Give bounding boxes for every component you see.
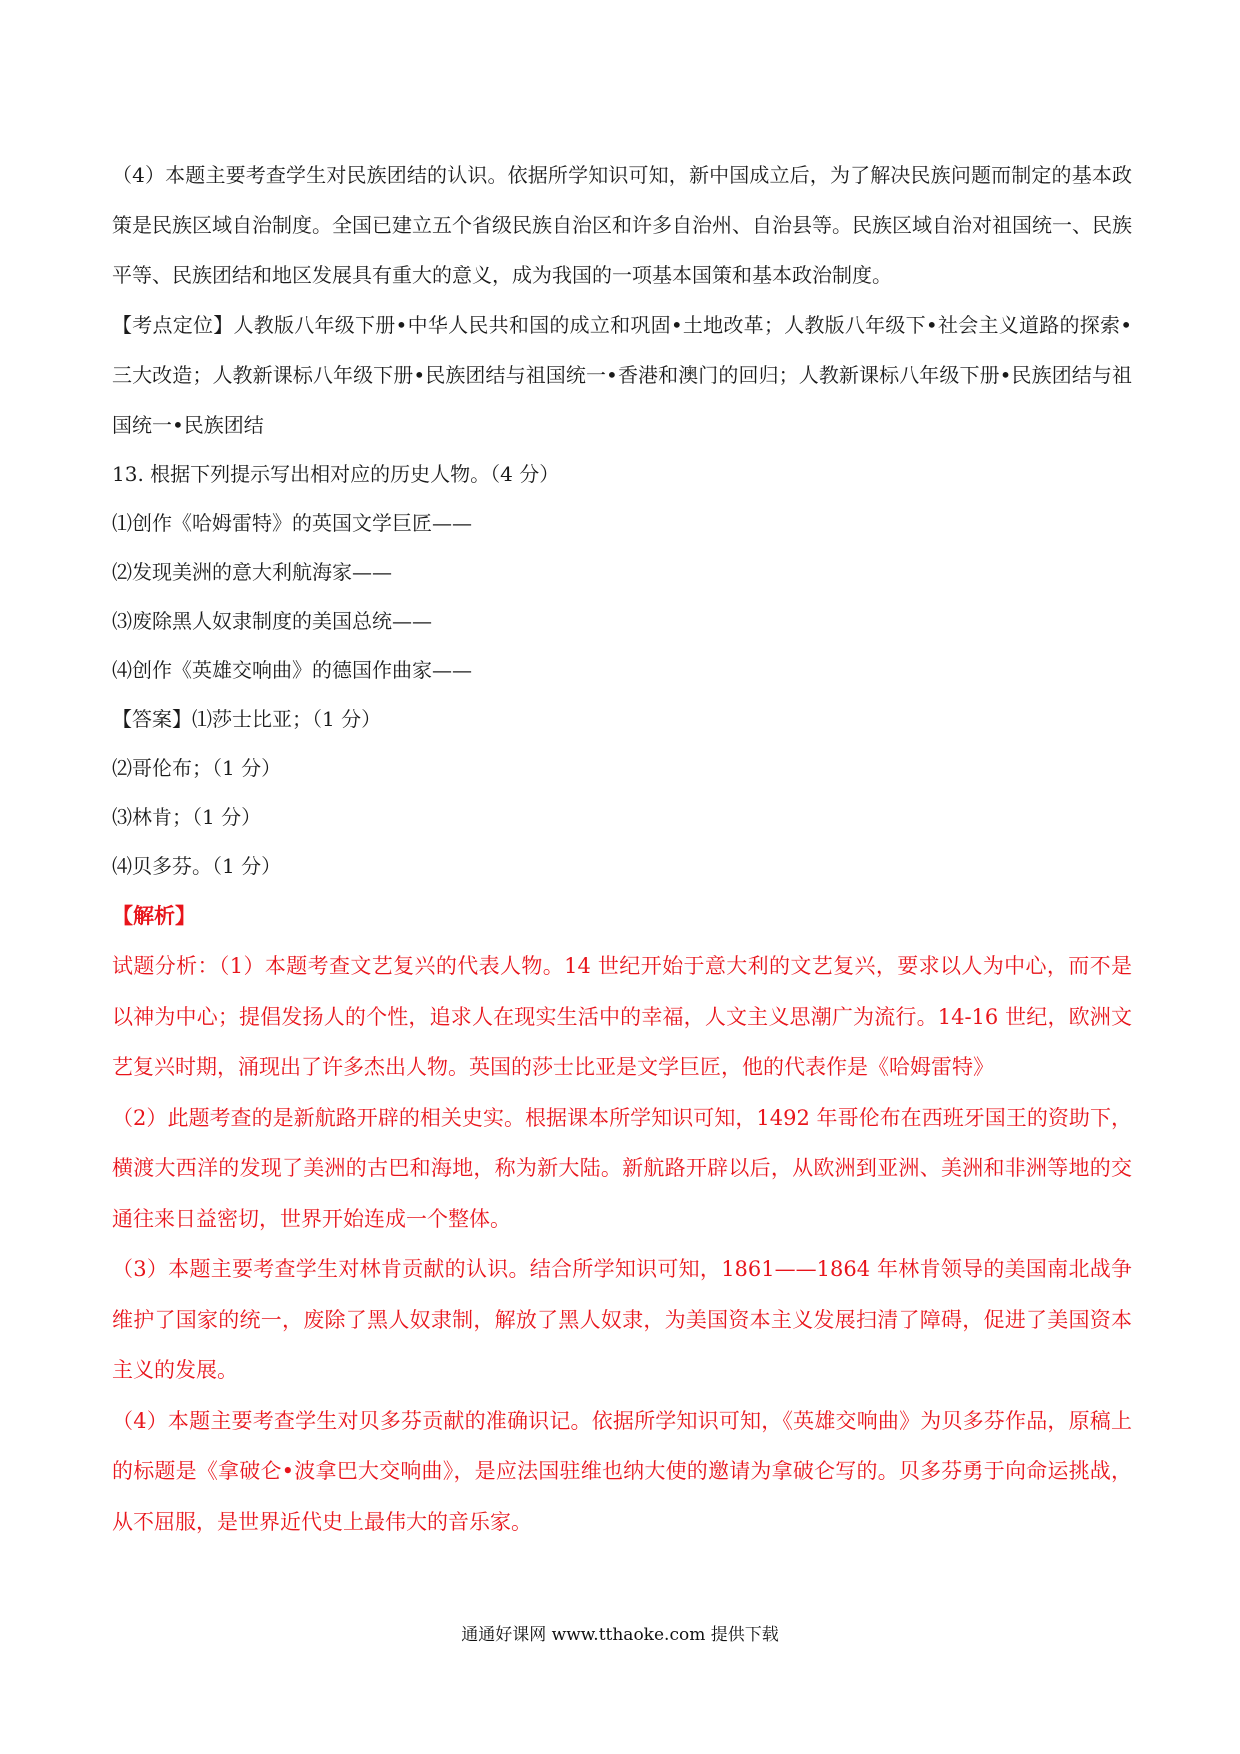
answer-line: 【答案】⑴莎士比亚；（1 分） bbox=[112, 707, 382, 731]
question13-item: ⑴创作《哈姆雷特》的英国文学巨匠—— bbox=[112, 511, 472, 535]
analysis-paragraph: （2）此题考查的是新航路开辟的相关史实。根据课本所学知识可知，1492 年哥伦布在西班牙国王的资助下，横渡大西洋的发现了美洲的古巴和海地，称为新大陆。新航路开辟以后，从欧洲到亚洲、美洲和非洲等地的交通往来日益密切，世界开始连成一个整体。 bbox=[112, 1105, 1132, 1231]
question13-item: ⑵发现美洲的意大利航海家—— bbox=[112, 560, 392, 584]
answer-line: ⑷贝多芬。（1 分） bbox=[112, 854, 282, 878]
answer-line: ⑵哥伦布；（1 分） bbox=[112, 756, 282, 780]
question13-title: 13. 根据下列提示写出相对应的历史人物。（4 分） bbox=[112, 462, 560, 486]
question13-item: ⑷创作《英雄交响曲》的德国作曲家—— bbox=[112, 658, 472, 682]
analysis-paragraph: 试题分析：（1）本题考查文艺复兴的代表人物。14 世纪开始于意大利的文艺复兴，要求以人为中心，而不是以神为中心；提倡发扬人的个性，追求人在现实生活中的幸福，人文主义思潮广为流行。14-16 世纪，欧洲文艺复兴时期，涌现出了许多杰出人物。英国的莎士比亚是文学巨匠，他的代表作是《哈姆雷特》 bbox=[112, 954, 1132, 1079]
question13-item: ⑶废除黑人奴隶制度的美国总统—— bbox=[112, 609, 432, 633]
kaodian-paragraph: 【考点定位】人教版八年级下册•中华人民共和国的成立和巩固•土地改革；人教版八年级下•社会主义道路的探索•三大改造；人教新课标八年级下册•民族团结与祖国统一•香港和澳门的回归；人教新课标八年级下册•民族团结与祖国统一•民族团结 bbox=[112, 313, 1132, 437]
analysis-heading: 【解析】 bbox=[112, 903, 196, 928]
answer-line: ⑶林肯；（1 分） bbox=[112, 805, 262, 829]
page-footer: 通通好课网 www.tthaoke.com 提供下载 bbox=[461, 1625, 779, 1645]
analysis-paragraph: （4）本题主要考查学生对贝多芬贡献的准确识记。依据所学知识可知，《英雄交响曲》为贝多芬作品，原稿上的标题是《拿破仑•波拿巴大交响曲》，是应法国驻维也纳大使的邀请为拿破仑写的。贝多芬勇于向命运挑战，从不屈服，是世界近代史上最伟大的音乐家。 bbox=[112, 1408, 1132, 1534]
analysis-paragraph: （3）本题主要考查学生对林肯贡献的认识。结合所学知识可知，1861——1864 年林肯领导的美国南北战争维护了国家的统一，废除了黑人奴隶制，解放了黑人奴隶，为美国资本主义发展扫清了障碍，促进了美国资本主义的发展。 bbox=[112, 1257, 1132, 1382]
q12-part4-paragraph: （4）本题主要考查学生对民族团结的认识。依据所学知识可知，新中国成立后，为了解决民族问题而制定的基本政策是民族区域自治制度。全国已建立五个省级民族自治区和许多自治州、自治县等。民族区域自治对祖国统一、民族平等、民族团结和地区发展具有重大的意义，成为我国的一项基本国策和基本政治制度。 bbox=[112, 163, 1132, 287]
page-content bbox=[112, 150, 1132, 1547]
